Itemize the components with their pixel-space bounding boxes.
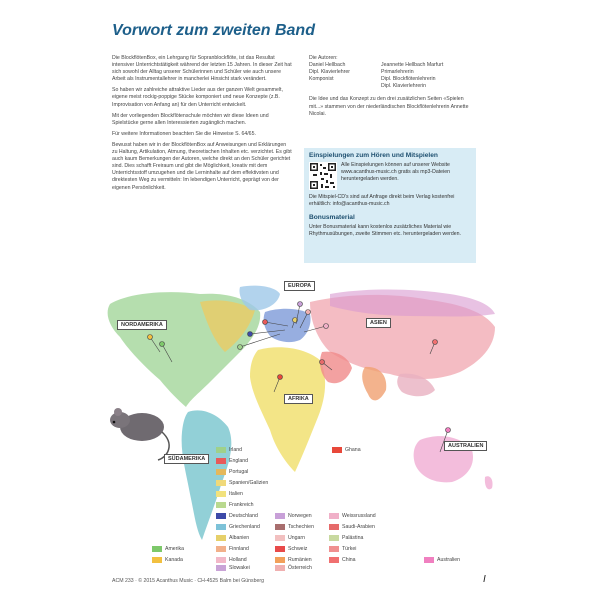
new-zealand-shape: [485, 476, 493, 489]
legend-swatch: [216, 502, 226, 508]
legend-swatch: [275, 565, 285, 571]
africa-shape: [250, 347, 325, 472]
legend-swatch: [216, 565, 226, 571]
author-left: Komponist: [309, 76, 334, 83]
legend-item: Portugal: [216, 469, 248, 475]
legend-swatch: [329, 524, 339, 530]
legend-swatch: [329, 513, 339, 519]
legend-swatch: [275, 524, 285, 530]
legend-item: Griechenland: [216, 524, 260, 530]
author-left: Dipl. Klavierlehrer: [309, 69, 350, 76]
legend-item: Slowakei: [216, 565, 250, 571]
label-europa: EUROPA: [284, 281, 315, 291]
paragraph: Bewusst haben wir in der BlockflötenBox auf Anweisungen und Erklärungen zu Haltung, Artikulation, Atmung, theoretischen Inhalten etc. verzichtet. Es gibt auch kaum Bemerkungen der Autoren, welche direkt an den Schüler gerichtet sind. Dies schafft Freiraum und gibt die Möglichkeit, kreativ mit dem Unterrichtsstoff umzugehen und die Lerninhalte auf dem effektivsten und direktesten Weg zu vermitteln: Im lebendigen Unterricht, geprägt von der eigenen Persönlichkeit.: [112, 141, 292, 191]
intro-column: [112, 55, 292, 196]
legend-item: Kanada: [152, 557, 183, 563]
authors-note: Die Idee und das Konzept zu den drei zusätzlichen Seiten «Spielen mit...» stammen von der niederländischen Blockflötenlehrerin Annette Nicolai.: [309, 96, 469, 117]
legend-swatch: [216, 458, 226, 464]
paragraph: Für weitere Informationen beachten Sie die Hinweise S. 64/65.: [112, 130, 256, 137]
author-right: Primarlehrerin: [381, 69, 414, 76]
legend-item: Spanien/Galizien: [216, 480, 268, 486]
author-right: Dipl. Klavierlehrerin: [381, 83, 426, 90]
paragraph: So haben wir zahlreiche attraktive Lieder aus der ganzen Welt gesammelt, eigene meist rockig-poppige Stücke komponiert und neue Konzepte (z.B. Improvisation von Anfang an) für den Unterricht entwickelt.: [112, 87, 283, 108]
legend-swatch: [275, 557, 285, 563]
legend-item: Weissrussland: [329, 513, 376, 519]
author-left: Daniel Hellbach: [309, 62, 346, 69]
legend-item: Österreich: [275, 565, 312, 571]
legend-swatch: [216, 557, 226, 563]
legend-swatch: [332, 447, 342, 453]
legend-swatch: [152, 557, 162, 563]
legend-swatch: [216, 447, 226, 453]
legend-item: Deutschland: [216, 513, 258, 519]
legend-swatch: [329, 557, 339, 563]
qr-code-icon[interactable]: [309, 162, 337, 190]
label-asien: ASIEN: [366, 318, 391, 328]
authors-heading: Die Autoren:: [309, 55, 338, 61]
label-nordamerika: NORDAMERIKA: [117, 320, 167, 330]
label-afrika: AFRIKA: [284, 394, 313, 404]
recordings-heading: Einspielungen zum Hören und Mitspielen: [309, 152, 438, 159]
legend-item: Irland: [216, 447, 242, 453]
authors-block: [309, 55, 479, 118]
legend-swatch: [329, 546, 339, 552]
legend-swatch: [216, 513, 226, 519]
legend-swatch: [216, 524, 226, 530]
mouse-illustration: [110, 408, 169, 460]
author-right: Jeannette Hellbach Marfurt: [381, 62, 444, 69]
legend-swatch: [152, 546, 162, 552]
bonus-text: Unter Bonusmaterial kann kostenlos zusätzliches Material wie Rhythmusübungen, zweite Stimmen etc. heruntergeladen werden.: [309, 224, 461, 237]
legend-swatch: [275, 546, 285, 552]
legend-item: Finnland: [216, 546, 249, 552]
author-left: [309, 83, 381, 90]
legend-item: England: [216, 458, 248, 464]
footer: ACM 233 · © 2015 Acanthus Music · CH-4525 Balm bei Günsberg: [112, 578, 265, 584]
legend-swatch: [424, 557, 434, 563]
legend-item: Australien: [424, 557, 460, 563]
legend-item: Ungarn: [275, 535, 305, 541]
legend-swatch: [216, 535, 226, 541]
label-australien: AUSTRALIEN: [444, 441, 487, 451]
legend-item: Albanien: [216, 535, 249, 541]
downloads-box: [304, 148, 476, 263]
legend-item: Holland: [216, 557, 247, 563]
legend-item: Norwegen: [275, 513, 312, 519]
legend-swatch: [216, 469, 226, 475]
label-suedamerika: SÜDAMERIKA: [164, 454, 209, 464]
legend-item: China: [329, 557, 356, 563]
paragraph: Mit der vorliegenden Blockflötenschule möchten wir diese Ideen und Spielstücke gerne allen Interessierten zugänglich machen.: [112, 112, 269, 126]
legend-item: Amerika: [152, 546, 184, 552]
recordings-text: Alle Einspielungen können auf unserer Website www.acanthus-music.ch gratis als mp3-Dateien heruntergeladen werden.: [341, 162, 450, 182]
legend-swatch: [216, 491, 226, 497]
legend-swatch: [216, 480, 226, 486]
paragraph: Die BlockflötenBox, ein Lehrgang für Sopranblockflöte, ist das Resultat intensiver Unterrichtstätigkeit während der letzten 15 Jahren. In dieser Zeit hat sich sowohl der Alltag unserer Schülerinnen und Schüler wie auch unsere Arbeit als Instrumentallehrer in mancherlei Hinsicht stark verändert.: [112, 55, 292, 83]
south-america-shape: [182, 410, 232, 540]
legend-item: Rumänien: [275, 557, 312, 563]
legend-item: Frankreich: [216, 502, 254, 508]
legend-item: Saudi-Arabien: [329, 524, 375, 530]
legend-swatch: [275, 535, 285, 541]
author-right: Dipl. Blockflötenlehrerin: [381, 76, 436, 83]
legend-swatch: [329, 535, 339, 541]
legend-item: Türkei: [329, 546, 356, 552]
legend-item: Tschechien: [275, 524, 314, 530]
page-number: I: [483, 574, 486, 585]
legend-item: Palästina: [329, 535, 363, 541]
bonus-heading: Bonusmaterial: [309, 214, 355, 221]
legend-item: Schweiz: [275, 546, 307, 552]
cd-text: Die Mitspiel-CD's sind auf Anfrage direkt beim Verlag kostenfrei erhältlich: info@acanthus-music.ch: [309, 194, 455, 207]
page-title: Vorwort zum zweiten Band: [112, 22, 315, 39]
legend-swatch: [275, 513, 285, 519]
legend-item: Italien: [216, 491, 243, 497]
legend-item: Ghana: [332, 447, 361, 453]
legend-swatch: [216, 546, 226, 552]
